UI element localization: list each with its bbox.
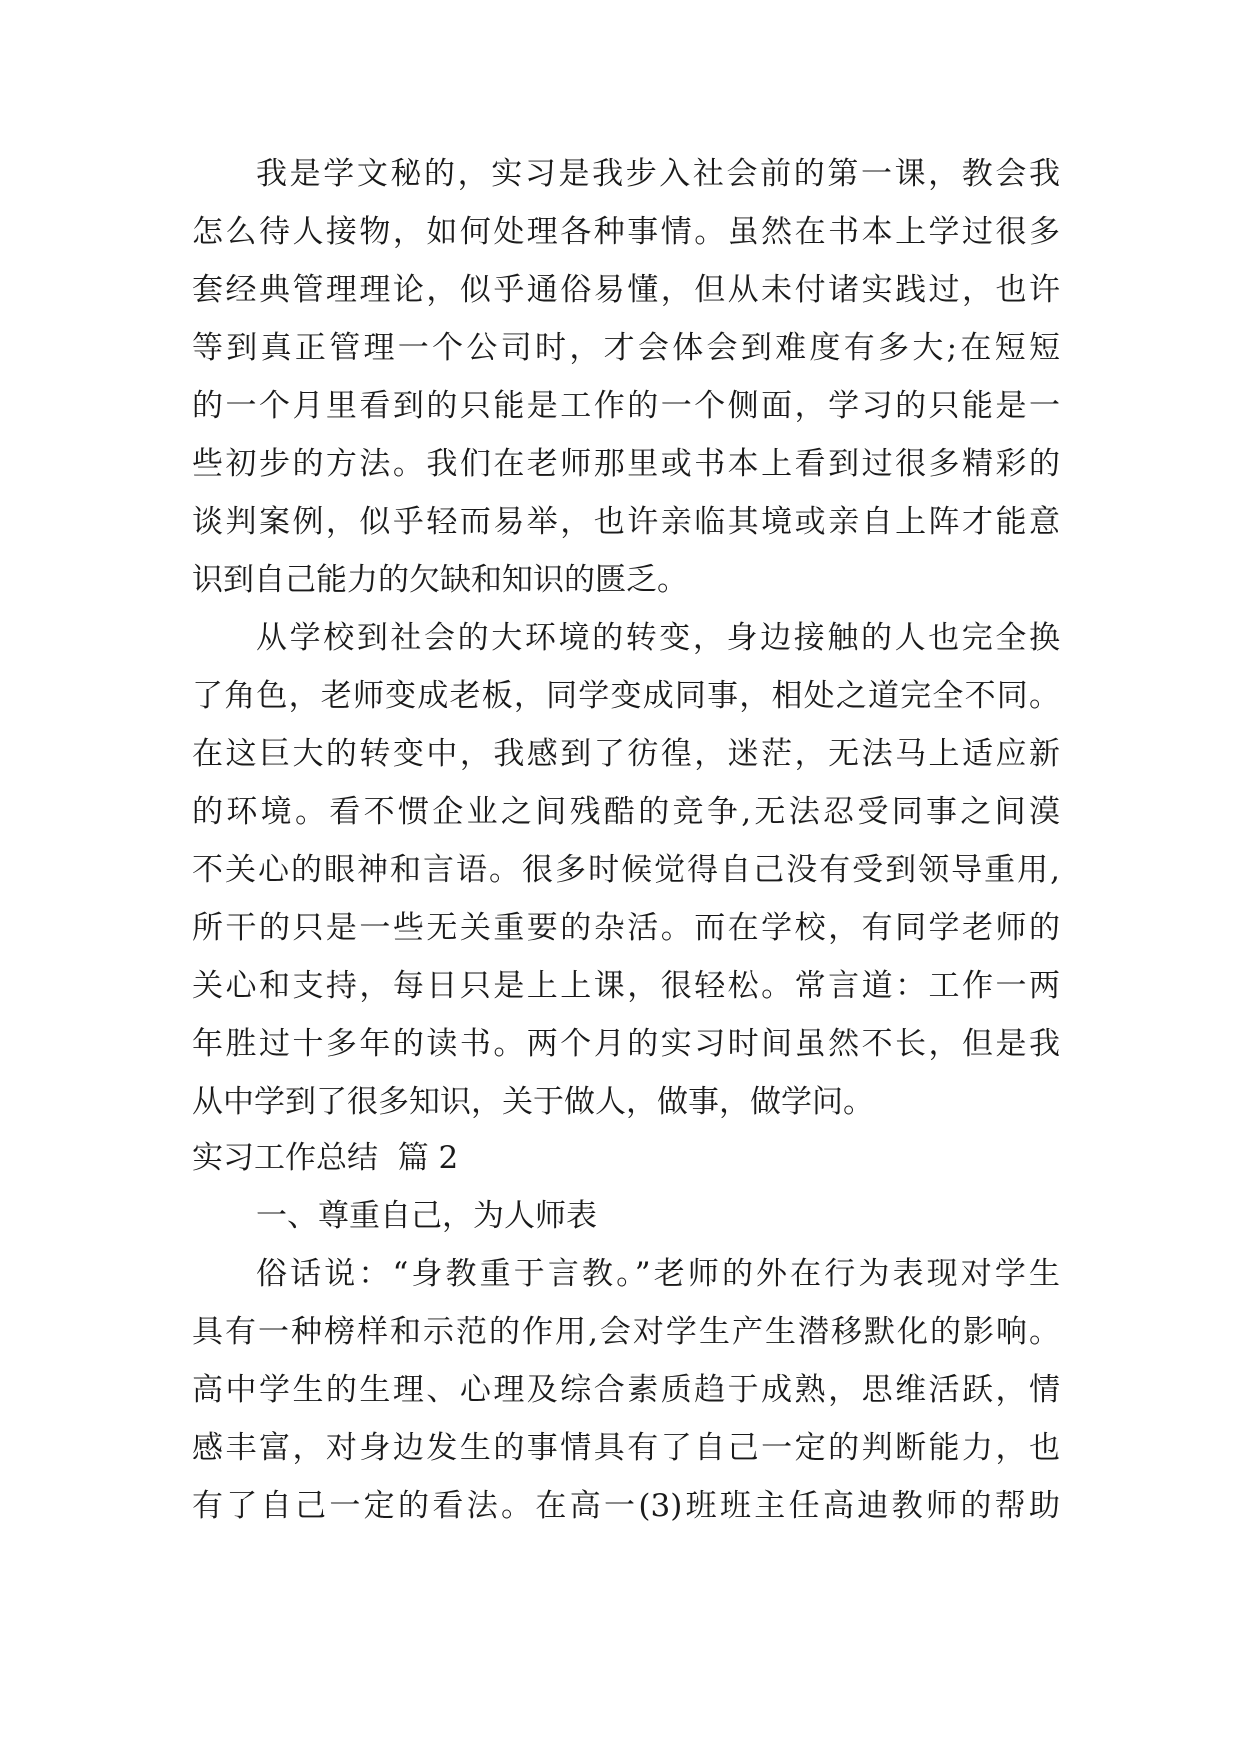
paragraph-line: 不关心的眼神和言语。很多时候觉得自己没有受到领导重用, [192,852,1060,888]
subheading: 一、尊重自己，为人师表 [256,1198,597,1234]
paragraph-line: 的一个月里看到的只能是工作的一个侧面，学习的只能是一 [192,388,1060,424]
paragraph-line: 了角色，老师变成老板，同学变成同事，相处之道完全不同。 [192,678,1060,714]
paragraph-line: 具有一种榜样和示范的作用,会对学生产生潜移默化的影响。 [192,1314,1060,1350]
paragraph-line: 有了自己一定的看法。在高一(3)班班主任高迪教师的帮助 [192,1488,1060,1524]
paragraph-line: 高中学生的生理、心理及综合素质趋于成熟，思维活跃，情 [192,1372,1060,1408]
paragraph-line: 所干的只是一些无关重要的杂活。而在学校，有同学老师的 [192,910,1060,946]
paragraph-line: 年胜过十多年的读书。两个月的实习时间虽然不长，但是我 [192,1026,1060,1062]
paragraph-line: 感丰富，对身边发生的事情具有了自己一定的判断能力，也 [192,1430,1060,1466]
paragraph-line: 些初步的方法。我们在老师那里或书本上看到过很多精彩的 [192,446,1060,482]
paragraph-line: 在这巨大的转变中，我感到了彷徨，迷茫，无法马上适应新 [192,736,1060,772]
paragraph-line: 等到真正管理一个公司时，才会体会到难度有多大;在短短 [192,330,1060,366]
paragraph-line: 关心和支持，每日只是上上课，很轻松。常言道：工作一两 [192,968,1060,1004]
paragraph-line: 从学校到社会的大环境的转变，身边接触的人也完全换 [256,620,1060,656]
paragraph-line: 我是学文秘的，实习是我步入社会前的第一课，教会我 [256,156,1060,192]
paragraph-line: 怎么待人接物，如何处理各种事情。虽然在书本上学过很多 [192,214,1060,250]
paragraph-line: 从中学到了很多知识，关于做人，做事，做学问。 [192,1084,874,1120]
paragraph-line: 的环境。看不惯企业之间残酷的竞争,无法忍受同事之间漠 [192,794,1060,830]
paragraph-line: 套经典管理理论，似乎通俗易懂，但从未付诸实践过，也许 [192,272,1060,308]
paragraph-line: 谈判案例，似乎轻而易举，也许亲临其境或亲自上阵才能意 [192,504,1060,540]
section-title: 实习工作总结 篇 2 [192,1140,459,1176]
paragraph-line: 识到自己能力的欠缺和知识的匮乏。 [192,562,688,598]
paragraph-line: 俗话说：“身教重于言教。”老师的外在行为表现对学生 [256,1256,1060,1292]
